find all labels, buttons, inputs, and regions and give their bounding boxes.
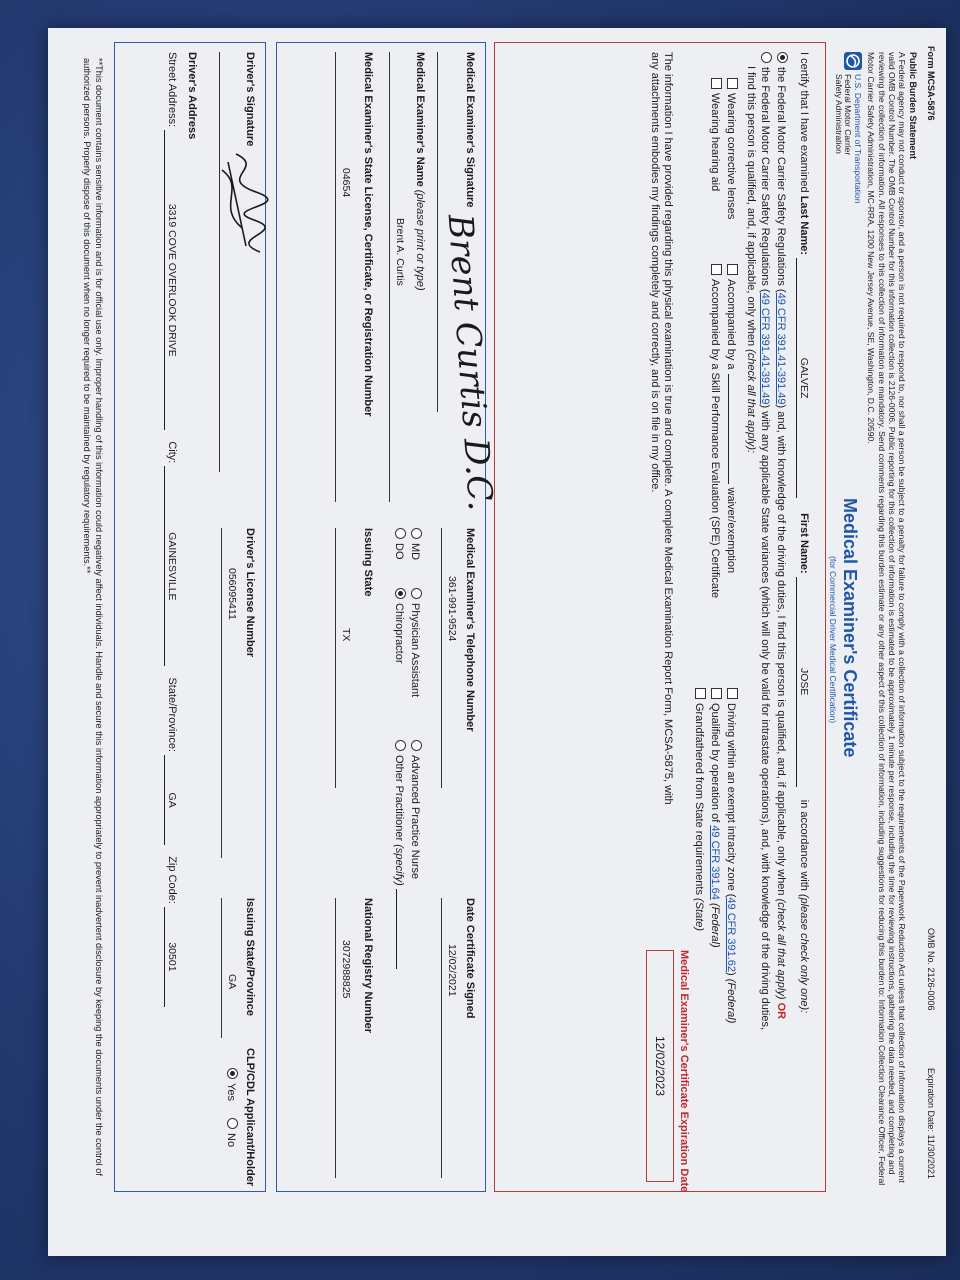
certification-statement: The information I have provided regarding this physical examination is true and complete. A complete Medical Examination Report Form, MCSA-5875, with any attachments embodies my findings completely and correctly, and is on file in my office. [649,52,674,805]
do-label: DO [393,543,405,560]
clp-no[interactable] [224,1118,238,1147]
address-line [164,52,178,1007]
examiner-name-label-line [413,52,426,291]
state-province-field[interactable]: GA [164,755,178,845]
footer-notice: **This document contains sensitive information and is for official use only. Improper handling of this information could negatively affect individuals. Handle and secure this information appropriately to prevent inadvertent disclosure by keeping the documents under the control of authorized persons. Properly dispose of this document when no longer required to be maintained by regulatory requirements.** [82,58,104,1176]
certify-intro: I certify that I have examined [798,52,810,193]
accompanied-checkbox[interactable] [727,264,738,275]
registry-value: 3072988825 [340,940,352,999]
lenses-label: Wearing corrective lenses [725,93,737,220]
examiner-name-italic: (please print or type) [414,189,426,291]
state-radio[interactable] [761,52,772,63]
do-radio[interactable] [395,528,406,539]
state-text-c-line [744,66,757,453]
clp-label: CLP/CDL Applicant/Holder [244,1048,256,1187]
clp-no-radio[interactable] [227,1118,238,1129]
date-signed-line [441,898,442,1178]
qualified-cfr-link[interactable]: 49 CFR 391.64 [709,825,721,900]
lenses-checkbox[interactable] [727,78,738,89]
grandfathered-italic: (State) [693,898,705,932]
agency-line2: Federal Motor Carrier [843,74,854,156]
md-label: MD [409,543,421,561]
last-name-label: Last Name: [798,195,810,255]
telephone-line [441,528,442,788]
apn-radio[interactable] [411,740,422,751]
telephone-value: 361-991-9524 [446,576,458,642]
clp-yes-radio[interactable] [227,1068,238,1079]
license-line [335,52,336,502]
exempt-cfr-link[interactable]: 49 CFR 391.62 [725,897,737,973]
federal-text-b: ) and, with knowledge of the driving duties, I find this person is qualified, and, if applicable, only when [775,404,787,896]
registry-line [335,898,336,1178]
spe-checkbox[interactable] [711,264,722,275]
date-signed-value: 12/02/2021 [446,944,458,997]
hearing-checkbox[interactable] [711,78,722,89]
registry-label: National Registry Number [362,898,374,1034]
check-exempt[interactable] [724,688,738,1023]
waiver-label: waiver/exemption [725,487,737,574]
state-text-a: the Federal Motor Carrier Safety Regulations ( [759,67,771,293]
examiner-name-label: Medical Examiner's Name [414,52,426,187]
issuing-state-line [335,528,336,788]
exempt-checkbox[interactable] [727,688,738,699]
agency-line1: U.S. Department of Transportation [853,74,863,204]
driver-address-label: Driver's Address [186,52,198,140]
spe-label: Accompanied by a Skill Performance Evaluation (SPE) Certificate [709,279,721,599]
hearing-label: Wearing hearing aid [709,93,721,192]
apn-label: Advanced Practice Nurse [409,755,421,880]
do-option[interactable] [392,528,406,560]
check-hearing[interactable] [708,78,722,191]
expiration-box[interactable] [646,950,674,1182]
pa-label: Physician Assistant [409,603,421,698]
issuing-state-label: Issuing State [362,528,374,597]
state-text-b: ) with any applicable State variances (which will only be valid for intrastate operations), and, with knowledge of the driving duties, [759,404,771,1031]
driver-signature-scribble[interactable] [206,148,276,268]
pa-option[interactable] [408,588,422,697]
license-number-label: Driver's License Number [244,528,256,658]
examiner-signature[interactable]: Brent Curtis D.C. [439,212,501,513]
examiner-signature-line [437,52,438,412]
first-name-field[interactable]: JOSE [796,577,810,787]
exempt-italic: (Federal) [725,978,737,1024]
license-number-value: 056095411 [226,568,238,620]
chiro-option[interactable] [392,588,406,664]
clp-yes-label: Yes [225,1083,237,1101]
certify-line [796,52,810,1182]
federal-radio[interactable] [777,52,788,63]
check-qualified[interactable] [708,688,722,948]
check-accompanied[interactable] [724,264,738,573]
exempt-text-a: Driving within an exempt intracity zone ( [725,703,737,898]
md-radio[interactable] [411,528,422,539]
clp-no-label: No [225,1133,237,1148]
license-label: Medical Examiner's State License, Certificate, or Registration Number [362,52,374,417]
examiner-name-line [389,52,390,502]
check-lenses[interactable] [724,78,738,219]
license-value: 04654 [340,168,352,198]
expiration-date: Expiration Date: 11/30/2021 [926,1068,936,1179]
other-specify-field[interactable] [396,889,397,969]
issuing-province-label: Issuing State/Province [244,898,256,1016]
state-italic: (check all that apply): [745,349,757,454]
exempt-text-b: ) [725,972,737,976]
check-spe[interactable] [708,264,722,598]
form-subtitle: (for Commercial Driver Medical Certification) [828,556,838,724]
issuing-state-value: TX [340,628,352,642]
other-italic: (specify) [393,844,405,886]
omb-number: OMB No. 2126-0006 [926,928,936,1011]
certify-tail: in accordance with [798,799,810,891]
license-number-line [221,528,222,858]
or-label: OR [775,1002,787,1020]
md-option[interactable] [408,528,422,560]
examiner-signature-label: Medical Examiner's Signature [464,52,476,208]
chiro-label: Chiropractor [393,603,405,664]
qualified-checkbox[interactable] [711,688,722,699]
qualified-text: Qualified by operation of [709,703,721,823]
rotated-form [48,28,946,1256]
expiration-value: 12/02/2023 [653,1035,667,1097]
examiner-name-value: Brent A. Curtis [394,218,406,286]
state-option[interactable] [758,52,772,1186]
grandfathered-label: Grandfathered from State requirements [693,703,705,895]
expiration-label: Medical Examiner's Certificate Expiration Date [678,950,690,1193]
clp-yes[interactable] [224,1068,238,1101]
accompanied-label: Accompanied by a [725,279,737,370]
issuing-province-line [221,898,222,1038]
form-title: Medical Examiner's Certificate [840,498,860,758]
pa-radio[interactable] [411,588,422,599]
qualified-italic: (Federal) [709,902,721,948]
city-field[interactable]: GAINESVILLE [164,466,178,666]
federal-text-a: the Federal Motor Carrier Safety Regulations ( [775,67,787,293]
other-radio[interactable] [395,740,406,751]
agency-block [834,74,863,203]
form-id: Form MCSA-5876 [926,46,936,121]
apn-option[interactable] [408,740,422,879]
waiver-field[interactable] [728,374,729,484]
grandfathered-checkbox[interactable] [695,688,706,699]
state-province-label: State/Province: [166,677,178,753]
telephone-label: Medical Examiner's Telephone Number [464,528,476,732]
first-name-label: First Name: [798,513,810,574]
dot-logo-icon [844,52,862,70]
certify-tail-italic: (please check only one): [798,893,810,1014]
form-sheet [48,28,946,1256]
check-grandfathered[interactable] [692,688,706,931]
federal-cfr-link[interactable]: 49 CFR 391.41-391.49 [775,292,787,405]
street-field[interactable]: 3319 COVE OVERLOOK DRIVE [164,130,178,430]
agency-line3: Safety Administration [834,74,844,154]
burden-title: Public Burden Statement [908,52,918,160]
last-name-field[interactable]: GALVEZ [796,258,810,498]
other-label: Other Practitioner [393,755,405,842]
other-option[interactable] [392,740,406,969]
zip-label: Zip Code: [166,856,178,904]
federal-italic: (check all that apply) [775,898,787,1000]
chiro-radio[interactable] [395,588,406,599]
street-label: Street Address: [166,52,178,128]
federal-option[interactable] [774,52,788,1186]
city-label: City: [166,441,178,464]
driver-signature-label: Driver's Signature [244,52,256,147]
state-text-c: I find this person is qualified, and, if applicable, only when [745,66,757,347]
date-signed-label: Date Certificate Signed [464,898,476,1019]
burden-text: A Federal agency may not conduct or sponsor, and a person is not required to respond to, nor shall a person be subject to a penalty for failure to comply with a collection of information subject to the requirements of the Paperwork Reduction Act unless that collection of information displays a current valid OMB Control Number. The OMB Control Number for this information collection is 2126-0006. Public reporting for this collection of information is estimated to be approximately 1 minute per response, including the time for reviewing instructions, gathering the data needed, and completing and reviewing the collection of information. All responses to this collection of information are mandatory. Send comments regarding this burden estimate or any other aspect of this collection of information, including suggestions for reducing this burden to: Information Collection Clearance Officer, Federal Motor Carrier Safety Administration, MC-RRA, 1200 New Jersey Avenue, SE, Washington, D.C. 20590. [866,52,907,1186]
state-cfr-link[interactable]: 49 CFR 391.41-391.49 [759,292,771,405]
zip-field[interactable]: 30501 [164,907,178,1007]
issuing-province-value: GA [226,974,238,990]
